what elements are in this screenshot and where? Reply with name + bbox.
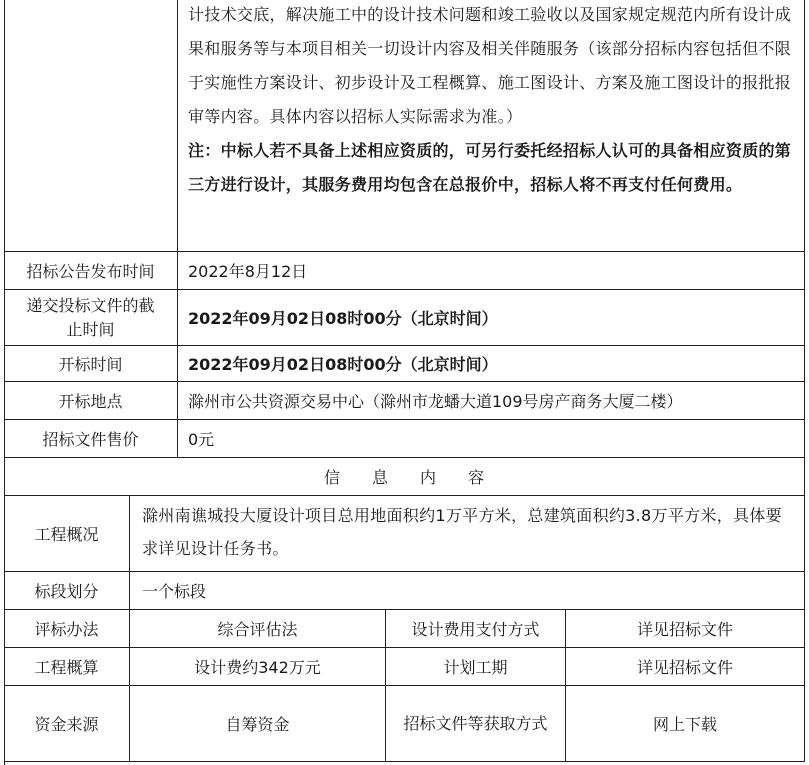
grid-r2-label: 工程概算	[4, 648, 130, 686]
opening-place-value: 滁州市公共资源交易中心（滁州市龙蟠大道109号房产商务大厦二楼）	[178, 382, 805, 420]
grid-r1-label: 评标办法	[4, 610, 130, 648]
scope-paragraph: 计技术交底，解决施工中的设计技术问题和竣工验收以及国家规定规范内所有设计成果和服务等与本项目相关一切设计内容及相关伴随服务（该部分招标内容包括但不限于实施性方案设计、初步设计及工程概算、施工图设计、方案及施工图设计的报批报审等内容。具体内容以招标人实际需求为准。）	[188, 5, 792, 126]
grid-r3-label2: 招标文件等获取方式	[386, 686, 566, 762]
grid-r3-value: 自筹资金	[130, 686, 386, 762]
grid-r3-label: 资金来源	[4, 686, 130, 762]
opening-place-label: 开标地点	[4, 382, 178, 420]
tender-info-table	[4, 0, 805, 765]
price-label: 招标文件售价	[4, 420, 178, 458]
overview-value: 滁州南谯城投大厦设计项目总用地面积约1万平方米，总建筑面积约3.8万平方米，具体要求详见设计任务书。	[130, 496, 805, 572]
scope-cell	[178, 0, 805, 252]
opening-time-value: 2022年09月02日08时00分（北京时间）	[178, 346, 805, 382]
grid-r3-value2: 网上下载	[566, 686, 805, 762]
deadline-value: 2022年09月02日08时00分（北京时间）	[178, 290, 805, 346]
deadline-label: 递交投标文件的截止时间	[4, 290, 178, 346]
price-value: 0元	[178, 420, 805, 458]
scope-note: 注：中标人若不具备上述相应资质的，可另行委托经招标人认可的具备相应资质的第三方进行设计，其服务费用均包含在总报价中，招标人将不再支付任何费用。	[188, 141, 792, 194]
publish-label: 招标公告发布时间	[4, 252, 178, 290]
grid-r2-label2: 计划工期	[386, 648, 566, 686]
grid-r1-value: 综合评估法	[130, 610, 386, 648]
grid-r2-value2: 详见招标文件	[566, 648, 805, 686]
publish-value: 2022年8月12日	[178, 252, 805, 290]
opening-time-label: 开标时间	[4, 346, 178, 382]
info-section-header: 信 息 内 容	[4, 458, 805, 496]
section-value: 一个标段	[130, 572, 805, 610]
section-label: 标段划分	[4, 572, 130, 610]
overview-label: 工程概况	[4, 496, 130, 572]
grid-r1-label2: 设计费用支付方式	[386, 610, 566, 648]
grid-r1-value2: 详见招标文件	[566, 610, 805, 648]
label-cell-empty	[4, 0, 178, 252]
grid-r2-value: 设计费约342万元	[130, 648, 386, 686]
